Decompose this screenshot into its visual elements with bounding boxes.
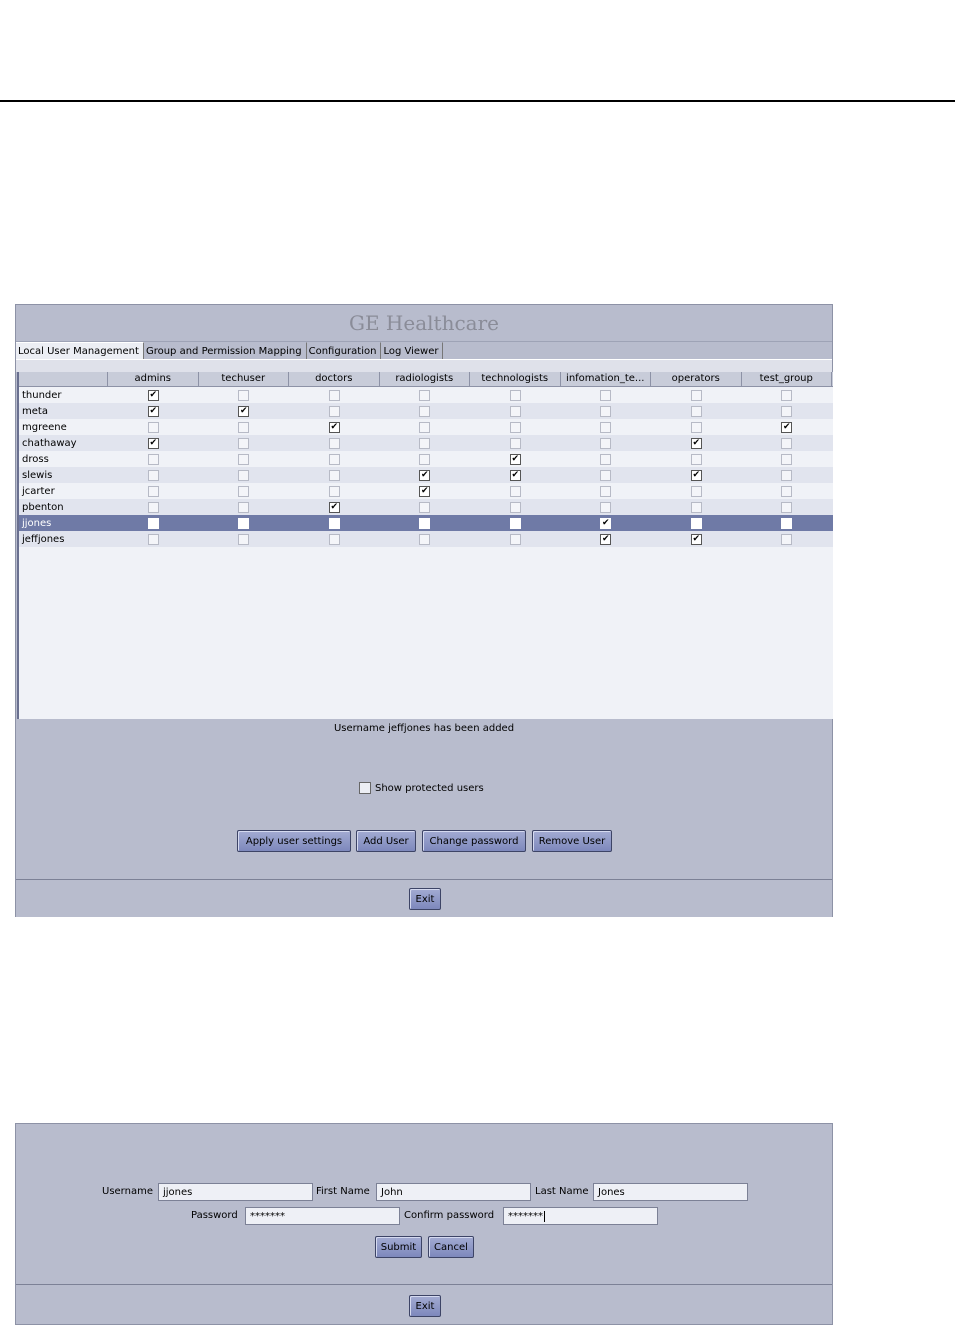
group-membership-checkbox[interactable] <box>600 454 611 465</box>
column-header-operators[interactable]: operators <box>651 372 742 386</box>
group-membership-checkbox[interactable]: ✔ <box>330 501 339 512</box>
group-cell <box>470 435 561 451</box>
group-cell <box>199 435 290 451</box>
group-membership-checkbox[interactable]: ✔ <box>420 469 429 480</box>
group-membership-checkbox[interactable] <box>329 406 340 417</box>
group-membership-checkbox[interactable] <box>781 390 792 401</box>
tab-log-viewer[interactable]: Log Viewer <box>381 342 443 359</box>
group-cell <box>289 419 380 435</box>
group-cell <box>470 483 561 499</box>
table-row[interactable] <box>19 467 833 483</box>
group-cell <box>199 499 290 515</box>
username-cell: meta <box>22 405 48 417</box>
group-cell <box>742 483 833 499</box>
page-divider <box>0 100 955 102</box>
group-membership-checkbox[interactable] <box>510 390 521 401</box>
group-membership-checkbox[interactable] <box>148 502 159 513</box>
group-membership-checkbox[interactable] <box>600 438 611 449</box>
group-cell <box>742 499 833 515</box>
first-name-label: First Name <box>316 1186 370 1197</box>
group-membership-checkbox[interactable] <box>510 518 521 529</box>
username-cell: jjones <box>22 517 52 529</box>
group-membership-checkbox[interactable] <box>148 518 159 529</box>
group-cell <box>199 403 290 419</box>
group-membership-checkbox[interactable] <box>329 486 340 497</box>
group-membership-checkbox[interactable] <box>600 422 611 433</box>
group-cell <box>380 435 471 451</box>
group-cell <box>289 531 380 547</box>
group-cell <box>742 387 833 403</box>
footer-bar-2 <box>16 1284 832 1325</box>
group-membership-checkbox[interactable] <box>329 534 340 545</box>
group-cell <box>289 435 380 451</box>
group-cell <box>199 467 290 483</box>
group-cell <box>561 483 652 499</box>
group-cell <box>380 419 471 435</box>
group-cell <box>470 531 561 547</box>
group-cell <box>561 435 652 451</box>
group-cell <box>470 419 561 435</box>
group-cell <box>561 531 652 547</box>
group-cell <box>742 451 833 467</box>
group-cell <box>289 483 380 499</box>
group-membership-checkbox[interactable] <box>419 438 430 449</box>
group-membership-checkbox[interactable] <box>781 438 792 449</box>
group-membership-checkbox[interactable]: ✔ <box>149 405 158 416</box>
group-cell <box>108 419 199 435</box>
group-cell <box>380 483 471 499</box>
group-cell <box>561 515 652 531</box>
group-membership-checkbox[interactable] <box>781 518 792 529</box>
column-header-techuser[interactable]: techuser <box>199 372 290 386</box>
group-cell <box>108 435 199 451</box>
group-cell <box>108 387 199 403</box>
group-cell <box>380 467 471 483</box>
group-cell <box>289 451 380 467</box>
group-cell <box>108 499 199 515</box>
group-cell <box>651 483 742 499</box>
group-cell <box>561 499 652 515</box>
group-cell <box>742 467 833 483</box>
group-membership-checkbox[interactable] <box>510 438 521 449</box>
table-row[interactable] <box>19 531 833 547</box>
group-cell <box>199 451 290 467</box>
group-membership-checkbox[interactable] <box>691 518 702 529</box>
group-membership-checkbox[interactable]: ✔ <box>511 453 520 464</box>
group-membership-checkbox[interactable] <box>691 454 702 465</box>
username-cell: pbenton <box>22 501 64 513</box>
username-cell: thunder <box>22 389 62 401</box>
group-membership-checkbox[interactable] <box>600 390 611 401</box>
table-row[interactable] <box>19 483 833 499</box>
tab-configuration[interactable]: Configuration <box>307 342 382 359</box>
group-cell <box>651 499 742 515</box>
status-message: Username jeffjones has been added <box>333 723 515 734</box>
group-membership-checkbox[interactable]: ✔ <box>692 437 701 448</box>
group-membership-checkbox[interactable]: ✔ <box>330 421 339 432</box>
show-protected-users-label: Show protected users <box>375 782 484 794</box>
group-cell <box>199 483 290 499</box>
group-membership-checkbox[interactable] <box>329 454 340 465</box>
exit-button[interactable]: Exit <box>409 888 441 910</box>
group-cell <box>108 483 199 499</box>
group-cell <box>199 531 290 547</box>
group-cell <box>651 403 742 419</box>
group-membership-checkbox[interactable] <box>329 390 340 401</box>
group-cell <box>108 451 199 467</box>
group-cell <box>199 387 290 403</box>
group-cell <box>651 451 742 467</box>
group-cell <box>470 515 561 531</box>
table-row[interactable] <box>19 403 833 419</box>
column-header-radiologists[interactable]: radiologists <box>380 372 471 386</box>
group-membership-checkbox[interactable]: ✔ <box>692 469 701 480</box>
group-cell <box>380 387 471 403</box>
group-cell <box>289 499 380 515</box>
table-row[interactable] <box>19 499 833 515</box>
group-cell <box>108 467 199 483</box>
confirm-password-field[interactable] <box>503 1207 658 1225</box>
username-label: Username <box>102 1186 153 1197</box>
group-membership-checkbox[interactable]: ✔ <box>149 389 158 400</box>
remove-user-button[interactable]: Remove User <box>532 830 612 852</box>
group-membership-checkbox[interactable] <box>510 406 521 417</box>
group-cell <box>651 387 742 403</box>
change-password-button[interactable]: Change password <box>422 830 526 852</box>
last-name-field[interactable]: Jones <box>593 1183 748 1201</box>
group-membership-checkbox[interactable] <box>419 518 430 529</box>
group-membership-checkbox[interactable] <box>238 502 249 513</box>
group-cell <box>742 435 833 451</box>
show-protected-users-toggle[interactable] <box>359 782 484 794</box>
column-header-technologists[interactable]: technologists <box>470 372 561 386</box>
group-membership-checkbox[interactable] <box>600 486 611 497</box>
first-name-field[interactable]: John <box>376 1183 531 1201</box>
group-cell <box>289 387 380 403</box>
user-management-window <box>15 304 833 917</box>
group-membership-checkbox[interactable] <box>419 390 430 401</box>
username-cell: mgreene <box>22 421 67 433</box>
group-cell <box>108 515 199 531</box>
group-membership-checkbox[interactable] <box>691 390 702 401</box>
column-header-admins[interactable]: admins <box>108 372 199 386</box>
group-cell <box>380 515 471 531</box>
group-cell <box>380 531 471 547</box>
group-cell <box>561 403 652 419</box>
username-cell: jeffjones <box>22 533 65 545</box>
group-membership-checkbox[interactable] <box>329 438 340 449</box>
last-name-label: Last Name <box>535 1186 589 1197</box>
group-membership-checkbox[interactable]: ✔ <box>601 533 610 544</box>
group-membership-checkbox[interactable] <box>510 422 521 433</box>
group-membership-checkbox[interactable] <box>238 486 249 497</box>
group-membership-checkbox[interactable]: ✔ <box>239 405 248 416</box>
group-cell <box>561 387 652 403</box>
group-cell <box>651 467 742 483</box>
username-field[interactable]: jjones <box>158 1183 313 1201</box>
group-cell <box>380 451 471 467</box>
group-membership-checkbox[interactable] <box>781 406 792 417</box>
group-cell <box>470 499 561 515</box>
group-cell <box>470 387 561 403</box>
group-membership-checkbox[interactable] <box>329 518 340 529</box>
group-membership-checkbox[interactable] <box>148 534 159 545</box>
group-cell <box>380 403 471 419</box>
column-header-username <box>19 372 108 386</box>
group-membership-checkbox[interactable] <box>419 406 430 417</box>
group-membership-checkbox[interactable]: ✔ <box>601 517 610 528</box>
text-caret <box>544 1211 545 1222</box>
username-cell: jcarter <box>22 485 55 497</box>
add-user-button[interactable]: Add User <box>356 830 416 852</box>
group-cell <box>561 451 652 467</box>
group-cell <box>742 403 833 419</box>
table-header <box>19 372 833 387</box>
group-cell <box>561 419 652 435</box>
table-body <box>19 387 833 547</box>
group-membership-checkbox[interactable]: ✔ <box>692 533 701 544</box>
column-header-doctors[interactable]: doctors <box>289 372 380 386</box>
group-membership-checkbox[interactable] <box>419 454 430 465</box>
username-cell: dross <box>22 453 49 465</box>
submit-button[interactable]: Submit <box>375 1236 422 1258</box>
group-cell <box>380 499 471 515</box>
group-membership-checkbox[interactable] <box>781 502 792 513</box>
username-cell: slewis <box>22 469 53 481</box>
column-header-infomation-te[interactable]: infomation_te... <box>561 372 652 386</box>
group-cell <box>470 467 561 483</box>
group-membership-checkbox[interactable] <box>781 470 792 481</box>
group-cell <box>742 419 833 435</box>
group-membership-checkbox[interactable]: ✔ <box>511 469 520 480</box>
group-membership-checkbox[interactable] <box>238 390 249 401</box>
table-row[interactable] <box>19 419 833 435</box>
group-membership-checkbox[interactable] <box>148 422 159 433</box>
user-group-table[interactable] <box>17 372 833 719</box>
tab-content-band <box>16 359 832 372</box>
group-membership-checkbox[interactable] <box>691 406 702 417</box>
group-membership-checkbox[interactable] <box>691 502 702 513</box>
group-membership-checkbox[interactable] <box>419 422 430 433</box>
group-membership-checkbox[interactable] <box>600 406 611 417</box>
show-protected-users-checkbox[interactable] <box>359 782 371 794</box>
group-membership-checkbox[interactable] <box>238 438 249 449</box>
group-cell <box>289 467 380 483</box>
username-cell: chathaway <box>22 437 77 449</box>
group-membership-checkbox[interactable] <box>600 470 611 481</box>
group-cell <box>651 435 742 451</box>
column-header-test-group[interactable]: test_group <box>742 372 833 386</box>
group-cell <box>108 403 199 419</box>
group-cell <box>651 515 742 531</box>
group-membership-checkbox[interactable] <box>329 470 340 481</box>
group-membership-checkbox[interactable] <box>238 422 249 433</box>
footer-bar <box>16 879 832 917</box>
group-membership-checkbox[interactable]: ✔ <box>782 421 791 432</box>
group-membership-checkbox[interactable] <box>148 486 159 497</box>
password-label: Password <box>191 1210 238 1221</box>
password-field[interactable]: ******* <box>245 1207 400 1225</box>
group-membership-checkbox[interactable] <box>691 422 702 433</box>
exit-button-2[interactable]: Exit <box>409 1295 441 1317</box>
confirm-password-value: ******* <box>508 1211 543 1222</box>
group-membership-checkbox[interactable] <box>781 454 792 465</box>
group-membership-checkbox[interactable] <box>510 502 521 513</box>
confirm-password-label: Confirm password <box>404 1210 495 1221</box>
cancel-button[interactable]: Cancel <box>428 1236 474 1258</box>
table-row[interactable] <box>19 387 833 403</box>
table-row[interactable] <box>19 435 833 451</box>
group-membership-checkbox[interactable] <box>419 534 430 545</box>
group-cell <box>199 515 290 531</box>
group-membership-checkbox[interactable] <box>238 470 249 481</box>
group-cell <box>470 403 561 419</box>
group-membership-checkbox[interactable] <box>148 454 159 465</box>
group-membership-checkbox[interactable] <box>510 534 521 545</box>
table-row[interactable] <box>19 451 833 467</box>
group-cell <box>289 515 380 531</box>
group-cell <box>289 403 380 419</box>
group-membership-checkbox[interactable] <box>510 486 521 497</box>
group-membership-checkbox[interactable]: ✔ <box>420 485 429 496</box>
group-cell <box>742 531 833 547</box>
group-membership-checkbox[interactable] <box>419 502 430 513</box>
tab-bar <box>16 342 443 359</box>
group-membership-checkbox[interactable] <box>600 502 611 513</box>
group-membership-checkbox[interactable] <box>691 486 702 497</box>
group-membership-checkbox[interactable] <box>238 454 249 465</box>
tab-local-user-management[interactable]: Local User Management <box>16 342 144 359</box>
tab-group-permission-mapping[interactable]: Group and Permission Mapping <box>144 342 307 359</box>
table-row[interactable] <box>19 515 833 531</box>
group-membership-checkbox[interactable] <box>781 534 792 545</box>
group-membership-checkbox[interactable] <box>148 470 159 481</box>
group-membership-checkbox[interactable] <box>238 534 249 545</box>
group-cell <box>742 515 833 531</box>
brand-title: GE Healthcare <box>16 305 832 342</box>
group-cell <box>108 531 199 547</box>
apply-user-settings-button[interactable]: Apply user settings <box>237 830 351 852</box>
group-cell <box>470 451 561 467</box>
group-membership-checkbox[interactable]: ✔ <box>149 437 158 448</box>
group-cell <box>561 467 652 483</box>
group-membership-checkbox[interactable] <box>781 486 792 497</box>
group-cell <box>199 419 290 435</box>
group-cell <box>651 419 742 435</box>
group-membership-checkbox[interactable] <box>238 518 249 529</box>
group-cell <box>651 531 742 547</box>
user-form-window <box>15 1123 833 1325</box>
